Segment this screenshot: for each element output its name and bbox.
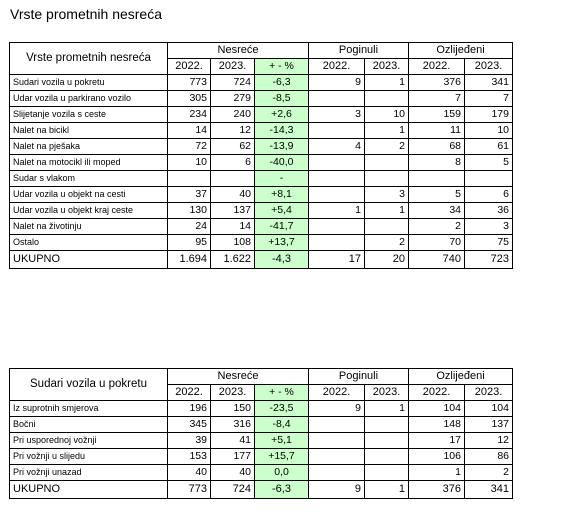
- row-header-label: Sudari vozila u pokretu: [10, 369, 168, 401]
- cell-nesrece-2023: 12: [211, 123, 255, 139]
- cell-ozlijedeni-2022: 68: [409, 139, 465, 155]
- cell-poginuli-2023: 2: [365, 139, 409, 155]
- cell-poginuli-2022: [309, 449, 365, 465]
- cell-nesrece-2022: 1.694: [168, 251, 211, 269]
- cell-ozlijedeni-2023: 137: [465, 417, 513, 433]
- group-header-nesrece: Nesreće: [168, 43, 309, 59]
- cell-poginuli-2022: [309, 417, 365, 433]
- col-header-2023: 2023.: [211, 385, 255, 401]
- table-row: [10, 107, 513, 123]
- cell-ozlijedeni-2022: 8: [409, 155, 465, 171]
- cell-nesrece-2022: 72: [168, 139, 211, 155]
- cell-change-pct: -6,3: [255, 481, 309, 499]
- row-label: Nalet na životinju: [10, 219, 168, 235]
- cell-nesrece-2023: 279: [211, 91, 255, 107]
- accident-types-table: [9, 42, 513, 269]
- cell-nesrece-2022: 39: [168, 433, 211, 449]
- table-row: [10, 465, 513, 481]
- cell-poginuli-2022: [309, 171, 365, 187]
- cell-ozlijedeni-2022: 106: [409, 449, 465, 465]
- cell-nesrece-2022: 37: [168, 187, 211, 203]
- cell-poginuli-2023: [365, 155, 409, 171]
- cell-ozlijedeni-2023: 5: [465, 155, 513, 171]
- row-label: Pri usporednoj vožnji: [10, 433, 168, 449]
- cell-nesrece-2022: 95: [168, 235, 211, 251]
- cell-poginuli-2023: [365, 417, 409, 433]
- cell-poginuli-2023: 1: [365, 75, 409, 91]
- cell-change-pct: -41,7: [255, 219, 309, 235]
- total-row: [10, 251, 513, 269]
- col-header-2023: 2023.: [465, 385, 513, 401]
- row-label: UKUPNO: [10, 251, 168, 269]
- cell-ozlijedeni-2023: 61: [465, 139, 513, 155]
- cell-ozlijedeni-2023: 179: [465, 107, 513, 123]
- cell-poginuli-2022: [309, 433, 365, 449]
- cell-change-pct: -8,5: [255, 91, 309, 107]
- cell-poginuli-2023: [365, 91, 409, 107]
- cell-poginuli-2022: 9: [309, 481, 365, 499]
- cell-poginuli-2022: [309, 91, 365, 107]
- row-header-label: Vrste prometnih nesreća: [10, 43, 168, 75]
- row-label: Slijetanje vozila s ceste: [10, 107, 168, 123]
- col-header-2022: 2022.: [309, 385, 365, 401]
- cell-poginuli-2022: [309, 155, 365, 171]
- cell-ozlijedeni-2022: 376: [409, 75, 465, 91]
- cell-nesrece-2023: 177: [211, 449, 255, 465]
- cell-change-pct: -14,3: [255, 123, 309, 139]
- cell-nesrece-2022: 305: [168, 91, 211, 107]
- table-body: [10, 369, 513, 499]
- cell-ozlijedeni-2023: 86: [465, 449, 513, 465]
- col-header-2022: 2022.: [409, 385, 465, 401]
- row-label: Udar vozila u objekt kraj ceste: [10, 203, 168, 219]
- cell-nesrece-2022: 14: [168, 123, 211, 139]
- cell-nesrece-2022: 234: [168, 107, 211, 123]
- cell-ozlijedeni-2023: 104: [465, 401, 513, 417]
- cell-ozlijedeni-2023: 12: [465, 433, 513, 449]
- cell-ozlijedeni-2022: [409, 171, 465, 187]
- cell-change-pct: 0,0: [255, 465, 309, 481]
- cell-poginuli-2022: [309, 235, 365, 251]
- table-row: [10, 433, 513, 449]
- cell-change-pct: +5,4: [255, 203, 309, 219]
- row-label: Bočni: [10, 417, 168, 433]
- cell-nesrece-2022: 773: [168, 481, 211, 499]
- cell-change-pct: +15,7: [255, 449, 309, 465]
- table-row: [10, 75, 513, 91]
- cell-ozlijedeni-2023: 341: [465, 75, 513, 91]
- cell-nesrece-2022: 130: [168, 203, 211, 219]
- table-row: [10, 449, 513, 465]
- cell-ozlijedeni-2023: 2: [465, 465, 513, 481]
- cell-poginuli-2023: [365, 465, 409, 481]
- cell-ozlijedeni-2023: 36: [465, 203, 513, 219]
- cell-nesrece-2023: 6: [211, 155, 255, 171]
- cell-nesrece-2023: 40: [211, 465, 255, 481]
- row-label: Udar vozila u objekt na cesti: [10, 187, 168, 203]
- cell-nesrece-2023: 724: [211, 75, 255, 91]
- row-label: Nalet na motocikl ili moped: [10, 155, 168, 171]
- cell-ozlijedeni-2023: 341: [465, 481, 513, 499]
- cell-nesrece-2023: 14: [211, 219, 255, 235]
- cell-nesrece-2023: 62: [211, 139, 255, 155]
- cell-poginuli-2023: 10: [365, 107, 409, 123]
- table-row: [10, 155, 513, 171]
- table-row: [10, 401, 513, 417]
- group-header-poginuli: Poginuli: [309, 43, 409, 59]
- cell-poginuli-2022: 17: [309, 251, 365, 269]
- cell-poginuli-2022: [309, 123, 365, 139]
- cell-poginuli-2022: 9: [309, 401, 365, 417]
- page-title: Vrste prometnih nesreća: [10, 6, 162, 22]
- cell-poginuli-2022: 3: [309, 107, 365, 123]
- col-header-change: + - %: [255, 59, 309, 75]
- cell-nesrece-2023: 40: [211, 187, 255, 203]
- cell-ozlijedeni-2022: 70: [409, 235, 465, 251]
- cell-nesrece-2023: 724: [211, 481, 255, 499]
- cell-ozlijedeni-2022: 1: [409, 465, 465, 481]
- col-header-2023: 2023.: [365, 59, 409, 75]
- cell-change-pct: +8,1: [255, 187, 309, 203]
- cell-ozlijedeni-2022: 104: [409, 401, 465, 417]
- cell-poginuli-2023: [365, 219, 409, 235]
- cell-change-pct: -: [255, 171, 309, 187]
- cell-ozlijedeni-2022: 5: [409, 187, 465, 203]
- cell-change-pct: -4,3: [255, 251, 309, 269]
- cell-ozlijedeni-2022: 34: [409, 203, 465, 219]
- cell-ozlijedeni-2023: 6: [465, 187, 513, 203]
- col-header-2023: 2023.: [211, 59, 255, 75]
- cell-ozlijedeni-2022: 11: [409, 123, 465, 139]
- row-label: Iz suprotnih smjerova: [10, 401, 168, 417]
- row-label: Sudar s vlakom: [10, 171, 168, 187]
- cell-ozlijedeni-2023: 75: [465, 235, 513, 251]
- cell-poginuli-2023: 1: [365, 401, 409, 417]
- cell-nesrece-2023: 316: [211, 417, 255, 433]
- col-header-2022: 2022.: [409, 59, 465, 75]
- table-row: [10, 219, 513, 235]
- table-row: [10, 171, 513, 187]
- cell-ozlijedeni-2023: 7: [465, 91, 513, 107]
- cell-nesrece-2022: 345: [168, 417, 211, 433]
- table-row: [10, 139, 513, 155]
- cell-nesrece-2022: 153: [168, 449, 211, 465]
- col-header-change: + - %: [255, 385, 309, 401]
- cell-poginuli-2023: 1: [365, 481, 409, 499]
- cell-poginuli-2022: [309, 219, 365, 235]
- col-header-2022: 2022.: [309, 59, 365, 75]
- row-label: Udar vozila u parkirano vozilo: [10, 91, 168, 107]
- group-header-ozlijedeni: Ozlijeđeni: [409, 369, 513, 385]
- cell-poginuli-2023: 2: [365, 235, 409, 251]
- cell-nesrece-2023: 1.622: [211, 251, 255, 269]
- cell-ozlijedeni-2022: 159: [409, 107, 465, 123]
- cell-ozlijedeni-2022: 740: [409, 251, 465, 269]
- cell-poginuli-2022: 4: [309, 139, 365, 155]
- table-row: [10, 91, 513, 107]
- table-row: [10, 417, 513, 433]
- cell-poginuli-2023: 1: [365, 123, 409, 139]
- cell-poginuli-2022: 1: [309, 203, 365, 219]
- cell-change-pct: -40,0: [255, 155, 309, 171]
- table-row: [10, 235, 513, 251]
- total-row: [10, 481, 513, 499]
- cell-ozlijedeni-2022: 7: [409, 91, 465, 107]
- cell-nesrece-2023: 240: [211, 107, 255, 123]
- cell-ozlijedeni-2022: 2: [409, 219, 465, 235]
- row-label: Ostalo: [10, 235, 168, 251]
- group-header-ozlijedeni: Ozlijeđeni: [409, 43, 513, 59]
- cell-ozlijedeni-2022: 376: [409, 481, 465, 499]
- cell-ozlijedeni-2023: 10: [465, 123, 513, 139]
- cell-poginuli-2022: 9: [309, 75, 365, 91]
- row-label: Sudari vozila u pokretu: [10, 75, 168, 91]
- cell-poginuli-2023: [365, 449, 409, 465]
- cell-nesrece-2023: 137: [211, 203, 255, 219]
- cell-ozlijedeni-2023: 723: [465, 251, 513, 269]
- cell-nesrece-2022: 773: [168, 75, 211, 91]
- cell-poginuli-2022: [309, 187, 365, 203]
- row-label: Pri vožnji unazad: [10, 465, 168, 481]
- cell-change-pct: -6,3: [255, 75, 309, 91]
- cell-ozlijedeni-2023: 3: [465, 219, 513, 235]
- row-label: UKUPNO: [10, 481, 168, 499]
- cell-change-pct: +2,6: [255, 107, 309, 123]
- cell-poginuli-2023: 20: [365, 251, 409, 269]
- table-body: [10, 43, 513, 269]
- table-row: [10, 187, 513, 203]
- group-header-nesrece: Nesreće: [168, 369, 309, 385]
- cell-nesrece-2023: 150: [211, 401, 255, 417]
- cell-change-pct: +13,7: [255, 235, 309, 251]
- col-header-2023: 2023.: [365, 385, 409, 401]
- cell-poginuli-2023: [365, 171, 409, 187]
- cell-ozlijedeni-2022: 17: [409, 433, 465, 449]
- table-row: [10, 123, 513, 139]
- cell-nesrece-2022: 40: [168, 465, 211, 481]
- cell-poginuli-2023: [365, 433, 409, 449]
- cell-nesrece-2022: 10: [168, 155, 211, 171]
- cell-poginuli-2023: 3: [365, 187, 409, 203]
- cell-change-pct: +5,1: [255, 433, 309, 449]
- cell-nesrece-2023: 41: [211, 433, 255, 449]
- row-label: Pri vožnji u slijedu: [10, 449, 168, 465]
- cell-nesrece-2022: [168, 171, 211, 187]
- table-row: [10, 203, 513, 219]
- cell-change-pct: -8,4: [255, 417, 309, 433]
- col-header-2023: 2023.: [465, 59, 513, 75]
- cell-nesrece-2022: 24: [168, 219, 211, 235]
- cell-ozlijedeni-2023: [465, 171, 513, 187]
- cell-nesrece-2022: 196: [168, 401, 211, 417]
- cell-nesrece-2023: [211, 171, 255, 187]
- cell-poginuli-2022: [309, 465, 365, 481]
- cell-ozlijedeni-2022: 148: [409, 417, 465, 433]
- moving-vehicle-collisions-table: [9, 368, 513, 499]
- row-label: Nalet na pješaka: [10, 139, 168, 155]
- col-header-2022: 2022.: [168, 385, 211, 401]
- group-header-poginuli: Poginuli: [309, 369, 409, 385]
- cell-nesrece-2023: 108: [211, 235, 255, 251]
- cell-change-pct: -23,5: [255, 401, 309, 417]
- cell-poginuli-2023: 1: [365, 203, 409, 219]
- cell-change-pct: -13,9: [255, 139, 309, 155]
- row-label: Nalet na bicikl: [10, 123, 168, 139]
- col-header-2022: 2022.: [168, 59, 211, 75]
